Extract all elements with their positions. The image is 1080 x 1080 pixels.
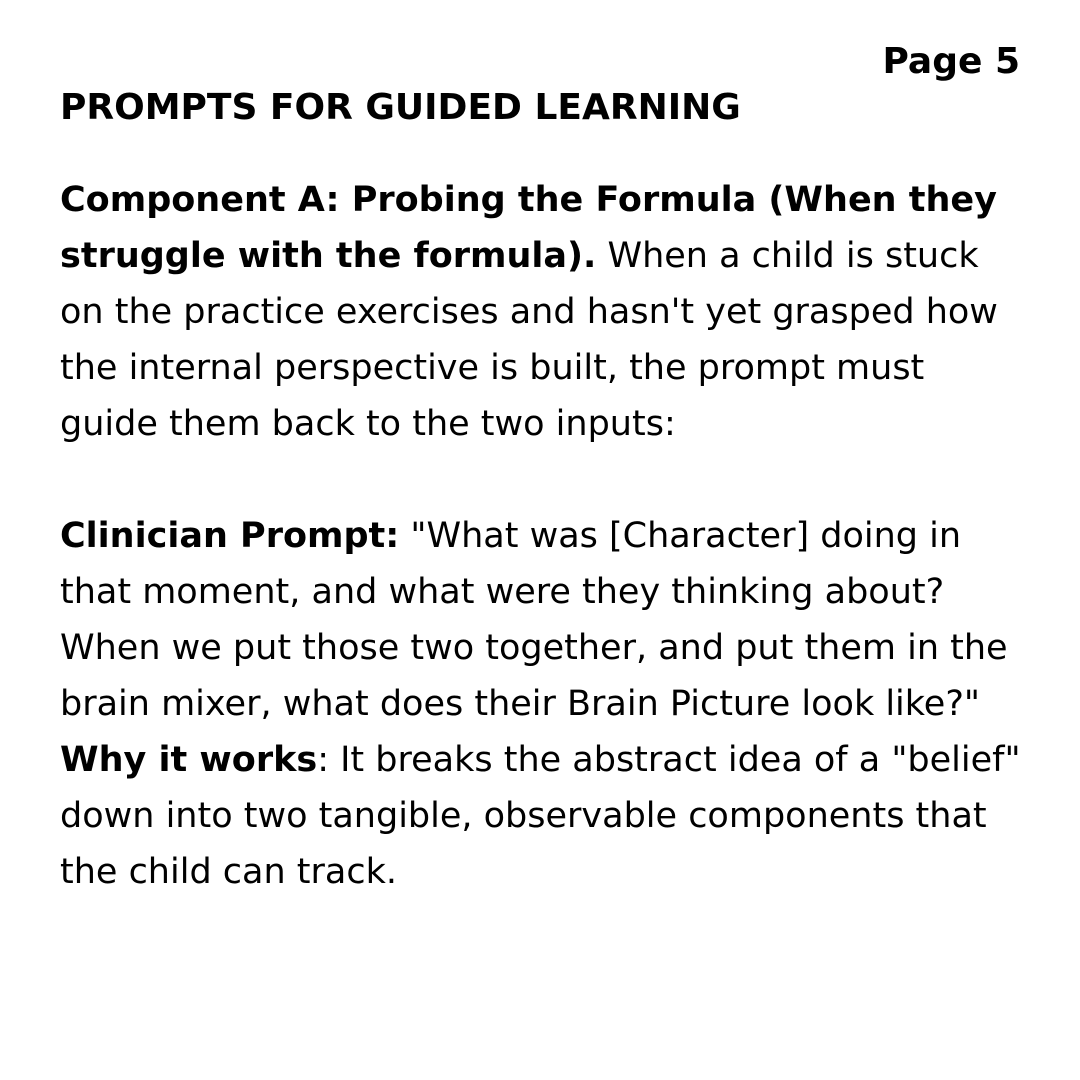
why-it-works-body: : It breaks the abstract idea of a "belief" down into two tangible, observable components that the child can track.: [60, 740, 1021, 892]
why-it-works-paragraph: [60, 732, 1022, 900]
paragraph-gap: [60, 452, 1022, 508]
content-body: [60, 172, 1022, 900]
component-a-body: When a child is stuck on the practice exercises and hasn't yet grasped how the internal perspective is built, the prompt must guide them back to the two inputs:: [60, 236, 998, 444]
why-it-works-lead: Why it works: [60, 740, 318, 780]
page-number: Page 5: [882, 41, 1020, 82]
clinician-prompt-body: "What was [Character] doing in that moment, and what were they thinking about? When we put those two together, and put them in the brain mixer, what does their Brain Picture look like?": [60, 516, 1008, 724]
clinician-prompt-lead: Clinician Prompt:: [60, 516, 400, 556]
page-heading: PROMPTS FOR GUIDED LEARNING: [60, 87, 741, 128]
component-a-lead: Component A: Probing the Formula (When they struggle with the formula).: [60, 180, 997, 276]
clinician-prompt-paragraph: [60, 508, 1022, 732]
component-a-paragraph: [60, 172, 1022, 452]
